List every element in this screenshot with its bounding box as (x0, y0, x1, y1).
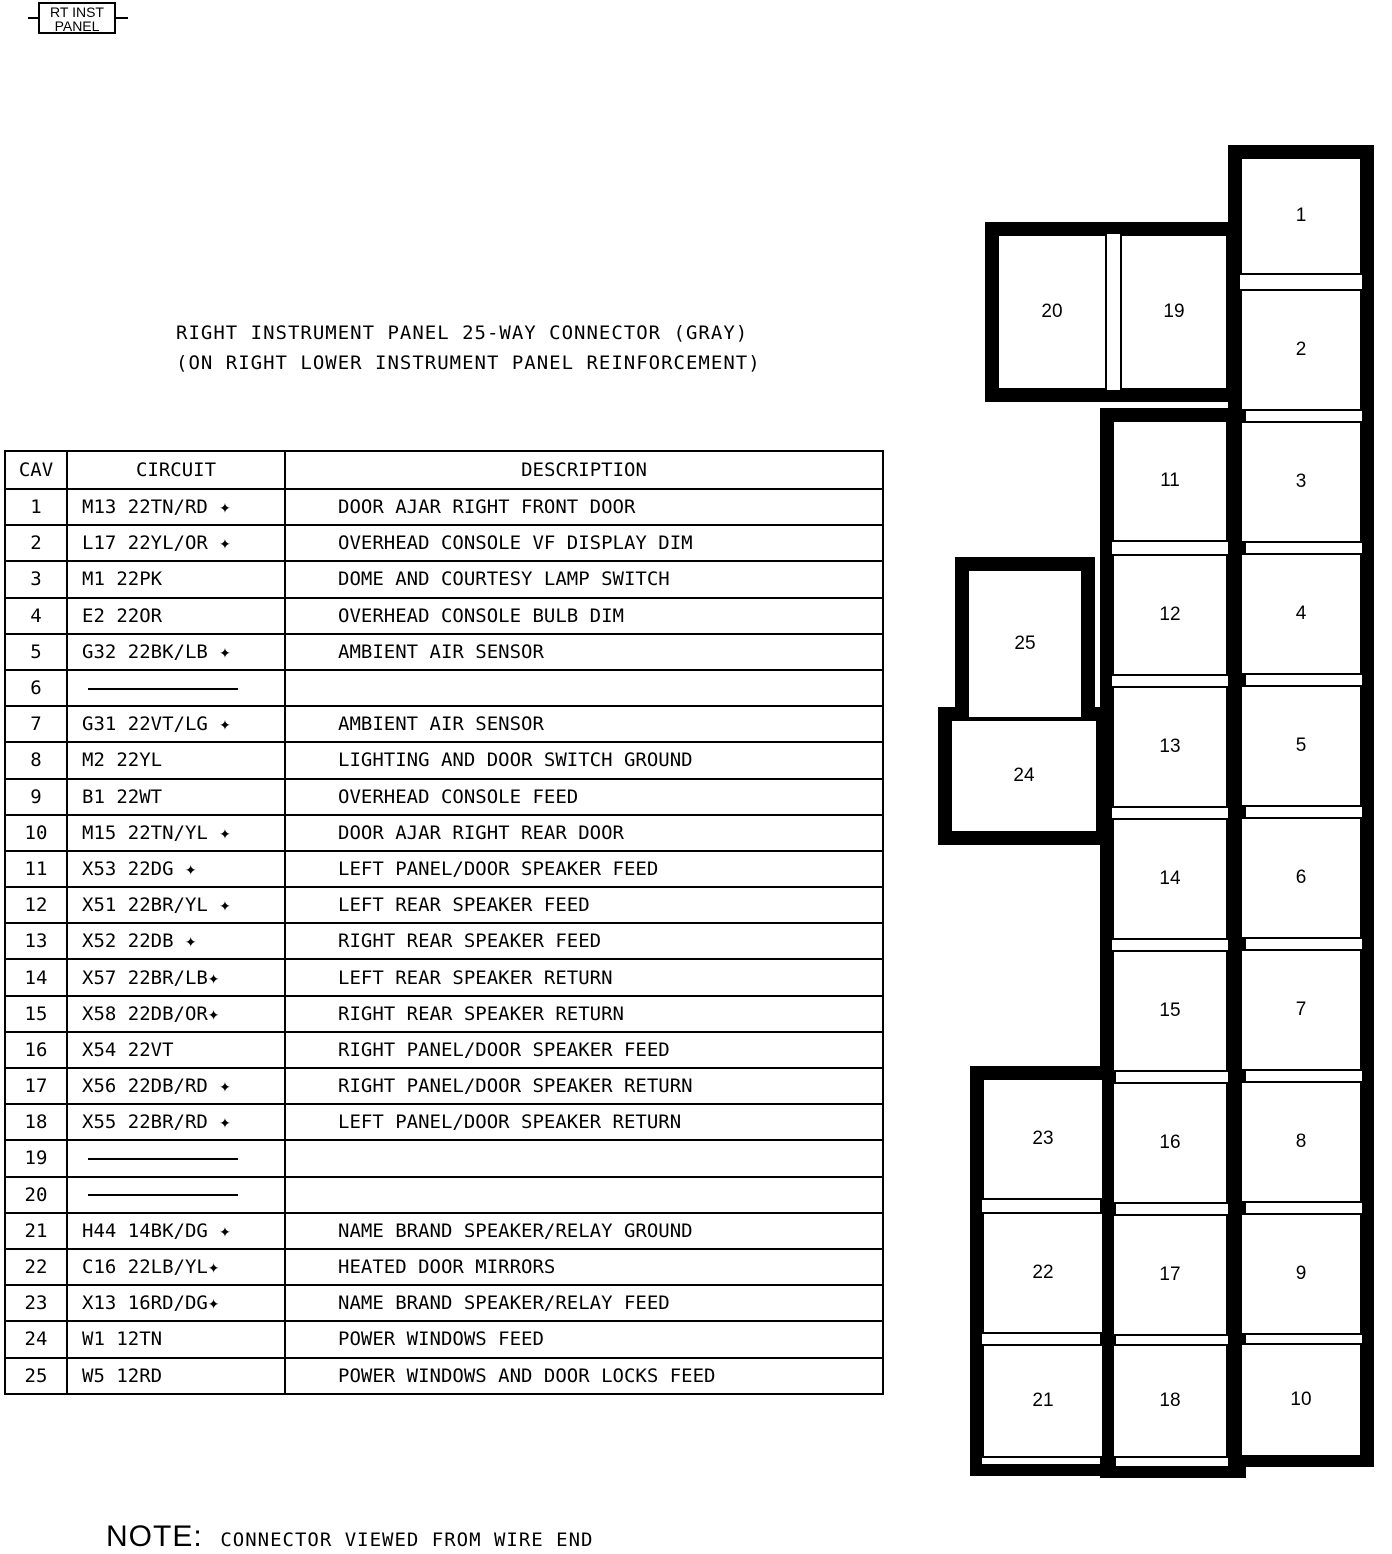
cell-cav: 22 (5, 1249, 67, 1285)
connector-tag (38, 2, 116, 34)
cell-description: LEFT REAR SPEAKER FEED (285, 887, 883, 923)
cell-circuit: X57 22BR/LB✦ (67, 959, 285, 995)
cell-circuit: E2 22OR (67, 598, 285, 634)
cell-description: DOOR AJAR RIGHT FRONT DOOR (285, 489, 883, 525)
cavity-20: 20 (997, 234, 1107, 390)
pinout-table (4, 450, 884, 1395)
cell-circuit: G31 22VT/LG ✦ (67, 706, 285, 742)
cell-circuit: W5 12RD (67, 1358, 285, 1394)
header-circuit: CIRCUIT (67, 451, 285, 489)
cell-cav: 2 (5, 525, 67, 561)
diagram-subtitle: (ON RIGHT LOWER INSTRUMENT PANEL REINFORCEMENT) (176, 352, 761, 374)
cell-cav: 5 (5, 634, 67, 670)
table-row (5, 779, 883, 815)
table-row (5, 1177, 883, 1213)
cell-circuit: M15 22TN/YL ✦ (67, 815, 285, 851)
cell-description (285, 1140, 883, 1176)
cell-circuit: X56 22DB/RD ✦ (67, 1068, 285, 1104)
cavity-1: 1 (1240, 157, 1362, 275)
cavity-10: 10 (1240, 1343, 1362, 1457)
cell-circuit: X53 22DG ✦ (67, 851, 285, 887)
table-row (5, 1068, 883, 1104)
cell-description: OVERHEAD CONSOLE FEED (285, 779, 883, 815)
cell-cav: 9 (5, 779, 67, 815)
table-row (5, 742, 883, 778)
cell-circuit (67, 670, 285, 706)
cell-cav: 15 (5, 996, 67, 1032)
table-row (5, 670, 883, 706)
cell-cav: 19 (5, 1140, 67, 1176)
table-row (5, 598, 883, 634)
cell-cav: 18 (5, 1104, 67, 1140)
cell-circuit: M2 22YL (67, 742, 285, 778)
cell-circuit (67, 1177, 285, 1213)
tag-lead-left (28, 17, 38, 19)
cavity-21: 21 (982, 1344, 1104, 1458)
cell-description: RIGHT REAR SPEAKER FEED (285, 923, 883, 959)
cell-circuit: M13 22TN/RD ✦ (67, 489, 285, 525)
cell-description: AMBIENT AIR SENSOR (285, 634, 883, 670)
cell-cav: 23 (5, 1285, 67, 1321)
cell-cav: 21 (5, 1213, 67, 1249)
cell-circuit: C16 22LB/YL✦ (67, 1249, 285, 1285)
cavity-25: 25 (967, 569, 1083, 719)
unused-dash (88, 1158, 238, 1160)
cell-cav: 3 (5, 561, 67, 597)
cell-circuit: G32 22BK/LB ✦ (67, 634, 285, 670)
cell-cav: 24 (5, 1321, 67, 1357)
cavity-19: 19 (1120, 234, 1228, 390)
table-row (5, 634, 883, 670)
cell-description: RIGHT PANEL/DOOR SPEAKER FEED (285, 1032, 883, 1068)
cell-description (285, 1177, 883, 1213)
cell-description: OVERHEAD CONSOLE BULB DIM (285, 598, 883, 634)
cell-description: HEATED DOOR MIRRORS (285, 1249, 883, 1285)
cavity-12: 12 (1112, 554, 1228, 676)
table-row (5, 815, 883, 851)
cell-description: AMBIENT AIR SENSOR (285, 706, 883, 742)
header-cav: CAV (5, 451, 67, 489)
cell-circuit: X54 22VT (67, 1032, 285, 1068)
table-row (5, 923, 883, 959)
cavity-6: 6 (1240, 817, 1362, 939)
cell-circuit: B1 22WT (67, 779, 285, 815)
note-label: NOTE: (106, 1520, 203, 1553)
table-row (5, 525, 883, 561)
cell-cav: 1 (5, 489, 67, 525)
table-row (5, 1140, 883, 1176)
cavity-9: 9 (1240, 1213, 1362, 1335)
cavity-15: 15 (1112, 950, 1228, 1072)
cavity-4: 4 (1240, 553, 1362, 675)
cavity-7: 7 (1240, 949, 1362, 1071)
cell-description: POWER WINDOWS AND DOOR LOCKS FEED (285, 1358, 883, 1394)
cell-circuit: M1 22PK (67, 561, 285, 597)
cell-cav: 20 (5, 1177, 67, 1213)
table-row (5, 959, 883, 995)
cell-cav: 16 (5, 1032, 67, 1068)
cavity-18: 18 (1112, 1344, 1228, 1458)
table-row (5, 1249, 883, 1285)
cell-description: NAME BRAND SPEAKER/RELAY GROUND (285, 1213, 883, 1249)
cell-cav: 13 (5, 923, 67, 959)
cell-cav: 6 (5, 670, 67, 706)
cell-description: LEFT PANEL/DOOR SPEAKER FEED (285, 851, 883, 887)
cell-cav: 25 (5, 1358, 67, 1394)
tag-line-2: PANEL (54, 18, 100, 34)
table-row (5, 1321, 883, 1357)
cell-cav: 7 (5, 706, 67, 742)
cavity-2: 2 (1240, 289, 1362, 411)
cell-description: POWER WINDOWS FEED (285, 1321, 883, 1357)
cell-circuit: L17 22YL/OR ✦ (67, 525, 285, 561)
table-row (5, 1032, 883, 1068)
table-row (5, 996, 883, 1032)
cavity-24: 24 (950, 719, 1098, 833)
table-row (5, 887, 883, 923)
table-row (5, 1213, 883, 1249)
cavity-5: 5 (1240, 685, 1362, 807)
unused-dash (88, 688, 238, 690)
cell-cav: 17 (5, 1068, 67, 1104)
cavity-3: 3 (1240, 421, 1362, 543)
cell-description: DOME AND COURTESY LAMP SWITCH (285, 561, 883, 597)
tag-line-1: RT INST (50, 4, 104, 20)
note (106, 1520, 593, 1554)
header-description: DESCRIPTION (285, 451, 883, 489)
cavity-16: 16 (1112, 1082, 1228, 1204)
cell-circuit (67, 1140, 285, 1176)
cavity-23: 23 (982, 1078, 1104, 1200)
cavity-13: 13 (1112, 686, 1228, 808)
table-row (5, 561, 883, 597)
cell-cav: 10 (5, 815, 67, 851)
cavity-22: 22 (982, 1212, 1104, 1334)
table-row (5, 1285, 883, 1321)
cavity-11: 11 (1112, 420, 1228, 542)
cell-cav: 12 (5, 887, 67, 923)
cell-cav: 4 (5, 598, 67, 634)
cell-cav: 11 (5, 851, 67, 887)
cavity-8: 8 (1240, 1081, 1362, 1203)
table-row (5, 706, 883, 742)
cell-circuit: W1 12TN (67, 1321, 285, 1357)
note-text: CONNECTOR VIEWED FROM WIRE END (220, 1529, 594, 1551)
tag-lead-right (116, 17, 128, 19)
cavity-14: 14 (1112, 818, 1228, 940)
cell-circuit: X58 22DB/OR✦ (67, 996, 285, 1032)
diagram-title: RIGHT INSTRUMENT PANEL 25-WAY CONNECTOR (GRAY) (176, 322, 749, 344)
cell-description: LIGHTING AND DOOR SWITCH GROUND (285, 742, 883, 778)
cell-description: RIGHT PANEL/DOOR SPEAKER RETURN (285, 1068, 883, 1104)
cell-description (285, 670, 883, 706)
cell-description: DOOR AJAR RIGHT REAR DOOR (285, 815, 883, 851)
table-header-row (5, 451, 883, 489)
cell-description: LEFT REAR SPEAKER RETURN (285, 959, 883, 995)
cell-cav: 8 (5, 742, 67, 778)
cell-description: RIGHT REAR SPEAKER RETURN (285, 996, 883, 1032)
cell-description: OVERHEAD CONSOLE VF DISPLAY DIM (285, 525, 883, 561)
cell-circuit: X51 22BR/YL ✦ (67, 887, 285, 923)
cell-circuit: H44 14BK/DG ✦ (67, 1213, 285, 1249)
table-row (5, 489, 883, 525)
unused-dash (88, 1194, 238, 1196)
cell-description: NAME BRAND SPEAKER/RELAY FEED (285, 1285, 883, 1321)
table-row (5, 1104, 883, 1140)
cell-description: LEFT PANEL/DOOR SPEAKER RETURN (285, 1104, 883, 1140)
cell-circuit: X55 22BR/RD ✦ (67, 1104, 285, 1140)
cell-cav: 14 (5, 959, 67, 995)
cavity-17: 17 (1112, 1214, 1228, 1336)
cell-circuit: X13 16RD/DG✦ (67, 1285, 285, 1321)
table-row (5, 851, 883, 887)
cell-circuit: X52 22DB ✦ (67, 923, 285, 959)
table-row (5, 1358, 883, 1394)
